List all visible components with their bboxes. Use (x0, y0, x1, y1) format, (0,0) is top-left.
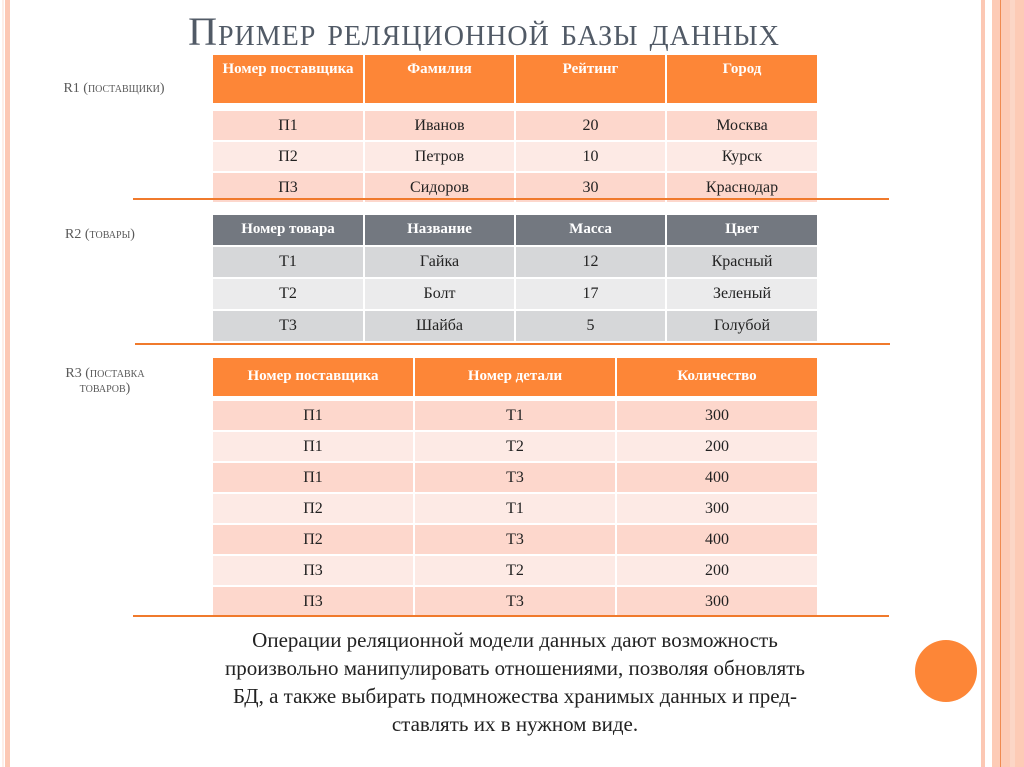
decorative-circle-icon (915, 640, 977, 702)
right-stripe-inner (1010, 0, 1015, 767)
paragraph-line: произвольно манипулировать отношениями, позволяя обновлять (224, 656, 806, 680)
table-cell: Москва (667, 111, 817, 140)
table-cell: Т2 (415, 432, 615, 461)
table-cell: Т1 (415, 494, 615, 523)
table-cell: 300 (617, 401, 817, 430)
goods-table (211, 213, 819, 343)
table-header-row (213, 358, 817, 396)
table-cell: П1 (213, 401, 413, 430)
table-row (213, 525, 817, 554)
column-header: Фамилия (365, 55, 514, 103)
supply-table (211, 356, 819, 618)
table-cell: Петров (365, 142, 514, 171)
r3-label (40, 366, 170, 396)
table-cell: П3 (213, 587, 413, 616)
table-row (213, 494, 817, 523)
table-row (213, 311, 817, 341)
right-stripe-band (992, 0, 1024, 767)
table-row (213, 463, 817, 492)
r3-label-line2: товаров) (79, 381, 131, 396)
table-cell: П2 (213, 142, 363, 171)
table-cell: 300 (617, 587, 817, 616)
table-cell: П3 (213, 173, 363, 202)
table-cell: Т3 (415, 587, 615, 616)
left-stripe-faint (2, 0, 4, 767)
column-header: Количество (617, 358, 817, 396)
slide-title: Пример реляционной базы данных (188, 9, 780, 54)
table-cell: Курск (667, 142, 817, 171)
right-stripe-line (1000, 0, 1001, 767)
table-cell: 300 (617, 494, 817, 523)
table-row (213, 111, 817, 140)
table-cell: Зеленый (667, 279, 817, 309)
table-cell: 17 (516, 279, 665, 309)
table-cell: Голубой (667, 311, 817, 341)
table-row (213, 556, 817, 585)
right-stripe-thin (981, 0, 985, 767)
table-header-row (213, 55, 817, 103)
paragraph-line: Операции реляционной модели данных дают возможность (252, 628, 778, 652)
table-cell: П1 (213, 432, 413, 461)
table-row (213, 279, 817, 309)
table-cell: Болт (365, 279, 514, 309)
table-cell: Гайка (365, 247, 514, 277)
table-cell: 20 (516, 111, 665, 140)
r3-label-line1: R3 (поставка (65, 366, 145, 381)
description-paragraph (130, 626, 900, 738)
separator-line (133, 615, 889, 617)
table-cell: Т3 (213, 311, 363, 341)
table-row (213, 587, 817, 616)
separator-line (135, 343, 890, 345)
table-cell: 400 (617, 525, 817, 554)
table-cell: Т2 (415, 556, 615, 585)
table-cell: 400 (617, 463, 817, 492)
table-cell: 5 (516, 311, 665, 341)
table-cell: Т2 (213, 279, 363, 309)
table-row (213, 142, 817, 171)
paragraph-line: ставлять их в нужном виде. (391, 712, 639, 736)
table-cell: 30 (516, 173, 665, 202)
table-cell: 200 (617, 432, 817, 461)
table-cell: 12 (516, 247, 665, 277)
column-header: Номер детали (415, 358, 615, 396)
table-cell: П1 (213, 463, 413, 492)
left-stripe (5, 0, 10, 767)
table-cell: Т1 (415, 401, 615, 430)
paragraph-line: БД, а также выбирать подмножества хранимых данных и пред- (233, 684, 797, 708)
column-header: Рейтинг (516, 55, 665, 103)
table-cell: П2 (213, 525, 413, 554)
table-cell: П1 (213, 111, 363, 140)
table-cell: Иванов (365, 111, 514, 140)
table-row (213, 432, 817, 461)
table-cell: 200 (617, 556, 817, 585)
table-row (213, 247, 817, 277)
column-header: Номер поставщика (213, 55, 363, 103)
r1-label: R1 (поставщики) (63, 81, 165, 96)
column-header: Номер товара (213, 215, 363, 245)
table-cell: П3 (213, 556, 413, 585)
table-cell: Красный (667, 247, 817, 277)
table-header-row (213, 215, 817, 245)
column-header: Масса (516, 215, 665, 245)
column-header: Название (365, 215, 514, 245)
suppliers-table (211, 53, 819, 204)
column-header: Цвет (667, 215, 817, 245)
table-cell: Шайба (365, 311, 514, 341)
r2-label: R2 (товары) (65, 227, 135, 242)
table-cell: Т1 (213, 247, 363, 277)
table-cell: Краснодар (667, 173, 817, 202)
table-cell: Т3 (415, 525, 615, 554)
table-cell: 10 (516, 142, 665, 171)
table-cell: Т3 (415, 463, 615, 492)
column-header: Номер поставщика (213, 358, 413, 396)
separator-line (133, 198, 889, 200)
table-cell: П2 (213, 494, 413, 523)
table-row (213, 401, 817, 430)
table-cell: Сидоров (365, 173, 514, 202)
column-header: Город (667, 55, 817, 103)
